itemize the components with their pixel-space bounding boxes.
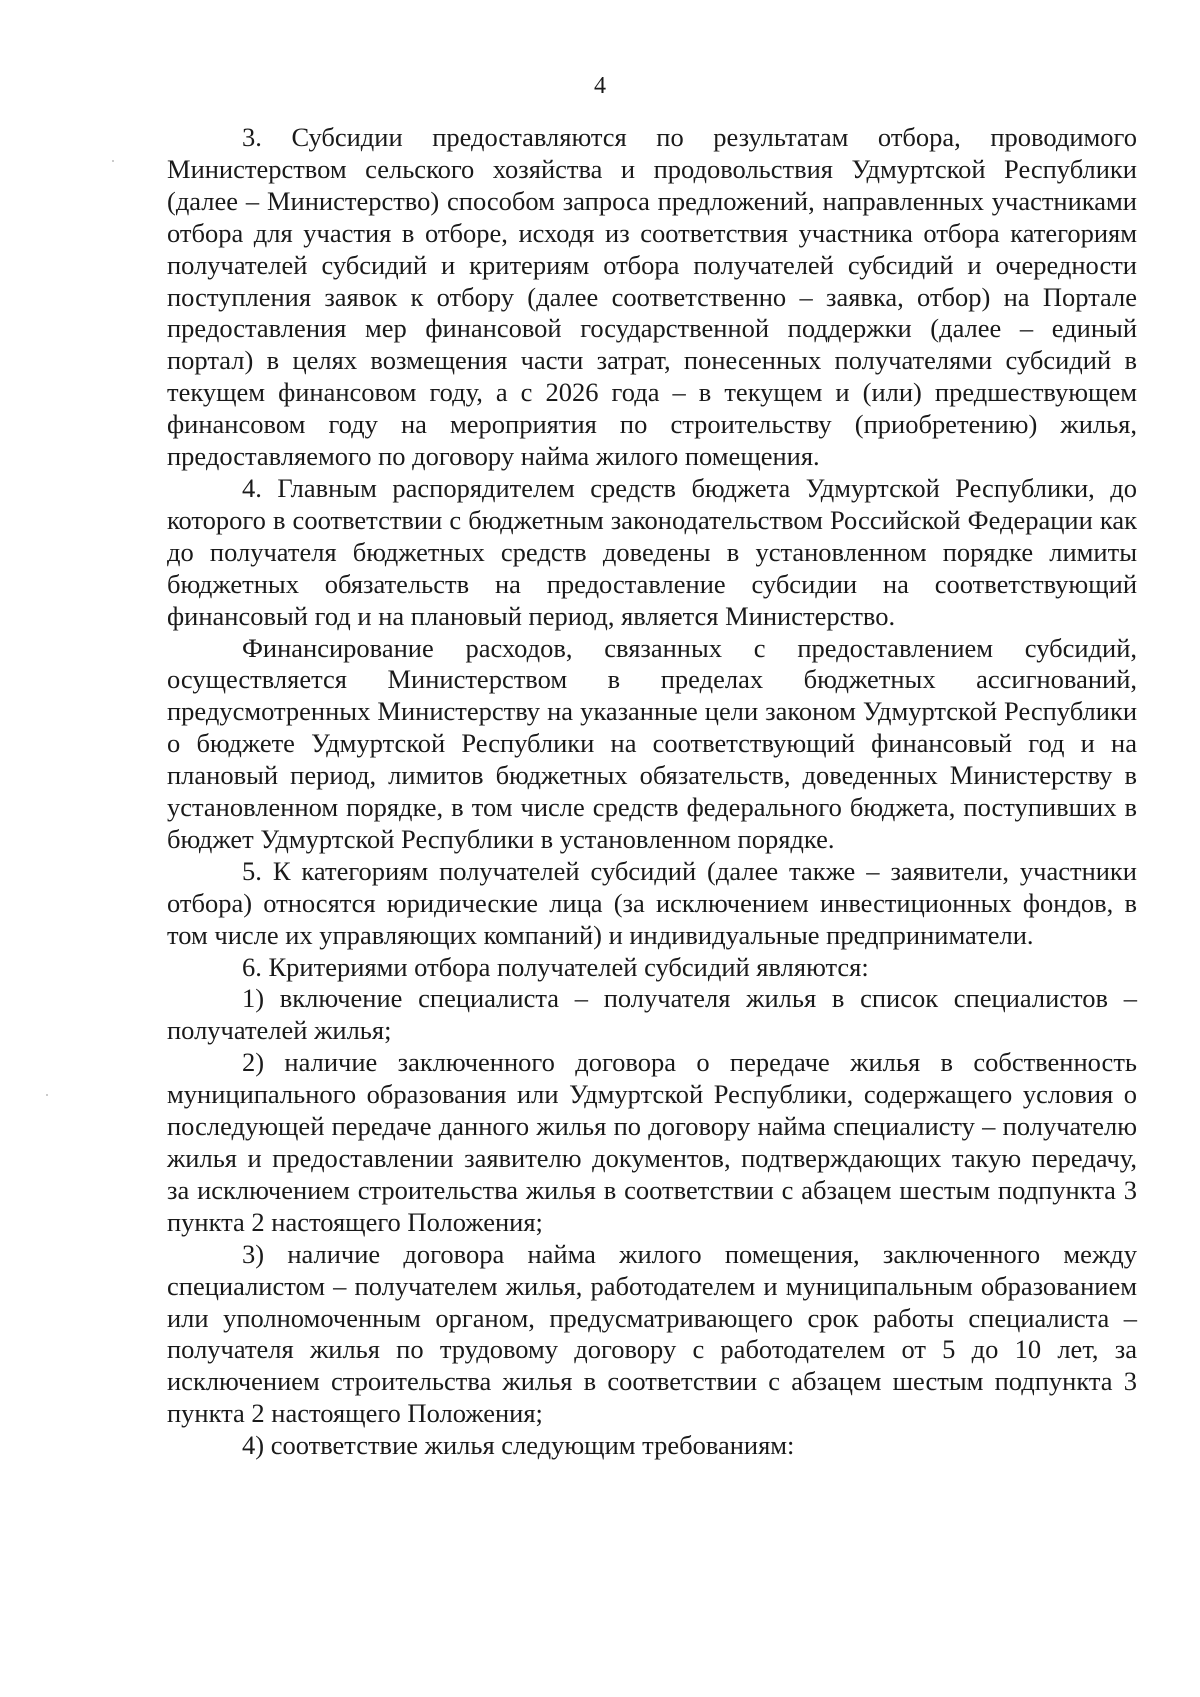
criteria-item-2: 2) наличие заключенного договора о передаче жилья в собственность муниципального образования или Удмуртской Республики, содержащего условия о последующей передаче данного жилья по договору найма специалисту – получателю жилья и предоставлении заявителю документов, подтверждающих такую передачу, за исключением строительства жилья в соответствии с абзацем шестым подпункта 3 пункта 2 настоящего Положения; [167, 1047, 1137, 1237]
criteria-item-4: 4) соответствие жилья следующим требованиям: [242, 1430, 795, 1461]
criteria-item-1: 1) включение специалиста – получателя жилья в список специалистов – получателей жилья; [167, 983, 1137, 1046]
criteria-item-3: 3) наличие договора найма жилого помещения, заключенного между специалистом – получателем жилья, работодателем и муниципальным образованием или уполномоченным органом, предусматривающего срок работы специалиста – получателя жилья по трудовому договору с работодателем от 5 до 10 лет, за исключением строительства жилья в соответствии с абзацем шестым подпункта 3 пункта 2 настоящего Положения; [167, 1238, 1137, 1429]
paragraph-item-6: 6. Критериями отбора получателей субсидий являются: [242, 951, 869, 982]
paragraph-item-5: 5. К категориям получателей субсидий (далее также – заявители, участники отбора) относятся юридические лица (за исключением инвестиционных фондов, в том числе их управляющих компаний) и индивидуальные предприниматели. [167, 855, 1137, 950]
page-number: 4 [594, 73, 606, 99]
document-body [167, 122, 1137, 1462]
paragraph-item-4: 4. Главным распорядителем средств бюджета Удмуртской Республики, до которого в соответствии с бюджетным законодательством Российской Федерации как до получателя бюджетных средств доведены в установленном порядке лимиты бюджетных обязательств на предоставление субсидии на соответствующий финансовый год и на плановый период, является Министерство. [167, 472, 1137, 631]
paragraph-financing: Финансирование расходов, связанных с предоставлением субсидий, осуществляется Министерством в пределах бюджетных ассигнований, предусмотренных Министерству на указанные цели законом Удмуртской Республики о бюджете Удмуртской Республики на соответствующий финансовый год и на плановый период, лимитов бюджетных обязательств, доведенных Министерству в установленном порядке, в том числе средств федерального бюджета, поступивших в бюджет Удмуртской Республики в установленном порядке. [167, 632, 1137, 854]
paragraph-item-3: 3. Субсидии предоставляются по результатам отбора, проводимого Министерством сельского хозяйства и продовольствия Удмуртской Республики (далее – Министерство) способом запроса предложений, направленных участниками отбора для участия в отборе, исходя из соответствия участника отбора категориям получателей субсидий и критериям отбора получателей субсидий и очередности поступления заявок к отбору (далее соответственно – заявка, отбор) на Портале предоставления мер финансовой государственной поддержки (далее – единый портал) в целях возмещения части затрат, понесенных получателями субсидий в текущем финансовом году, а с 2026 года – в текущем и (или) предшествующем финансовом году на мероприятия по строительству (приобретению) жилья, предоставляемого по договору найма жилого помещения. [167, 122, 1137, 472]
scan-speck [46, 1094, 48, 1096]
scan-speck [112, 160, 114, 162]
